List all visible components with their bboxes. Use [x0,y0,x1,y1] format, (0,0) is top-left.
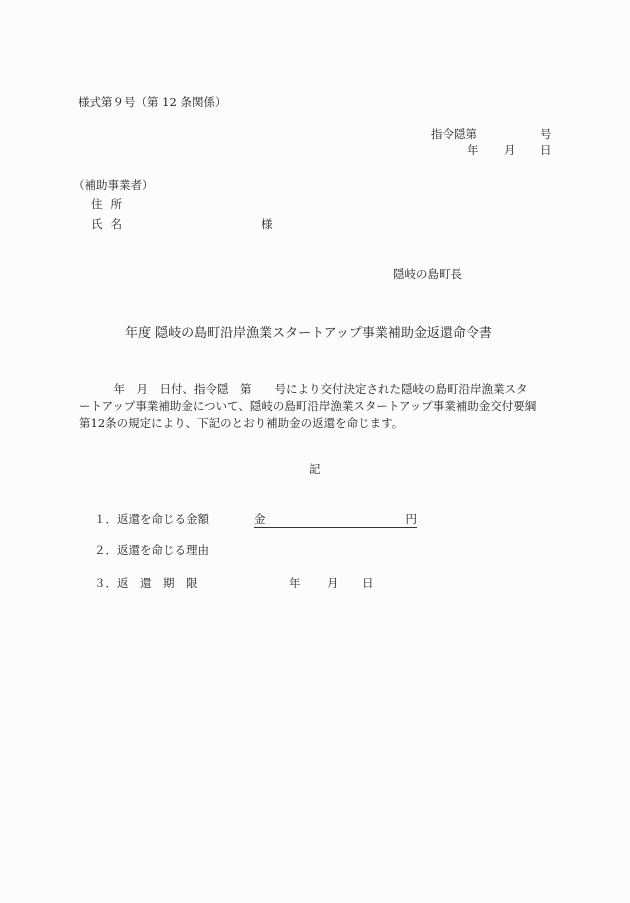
issue-date-month: 月 [504,143,516,157]
body-line: ートアップ事業補助金について、隠岐の島町沿岸漁業スタートアップ事業補助金交付要綱 [79,399,537,413]
recipient-heading: （補助事業者） [73,178,154,192]
deadline-day: 日 [362,576,374,590]
body-paragraph [79,381,559,432]
address-label: 住所 [91,197,130,211]
form-number: 様式第９号（第 12 条関係） [78,95,227,109]
item-deadline-label: ３．返 還 期 限 [94,576,198,590]
honorific: 様 [261,217,273,231]
deadline-month: 月 [327,576,339,590]
item-amount-label: １．返還を命じる金額 [94,512,209,526]
item-reason-label: ２．返還を命じる理由 [94,543,209,557]
body-line: 第12条の規定により、下記のとおり補助金の返還を命じます。 [79,416,404,430]
amount-prefix: 金 [254,512,266,526]
command-number-suffix: 号 [540,127,552,141]
amount-suffix: 円 [405,512,417,526]
ki-heading: 記 [309,462,321,476]
command-number-label: 指令隠第 [431,127,477,141]
issuer: 隠岐の島町長 [393,267,462,281]
issue-date-day: 日 [540,143,552,157]
issue-date-year: 年 [467,143,479,157]
amount-field [254,514,417,528]
body-line: 年 月 日付、指令隠 第 号により交付決定された隠岐の島町沿岸漁業スタ [79,382,528,396]
name-label: 氏名 [91,217,130,231]
deadline-year: 年 [289,576,301,590]
document-title: 年度 隠岐の島町沿岸漁業スタートアップ事業補助金返還命令書 [125,326,492,341]
